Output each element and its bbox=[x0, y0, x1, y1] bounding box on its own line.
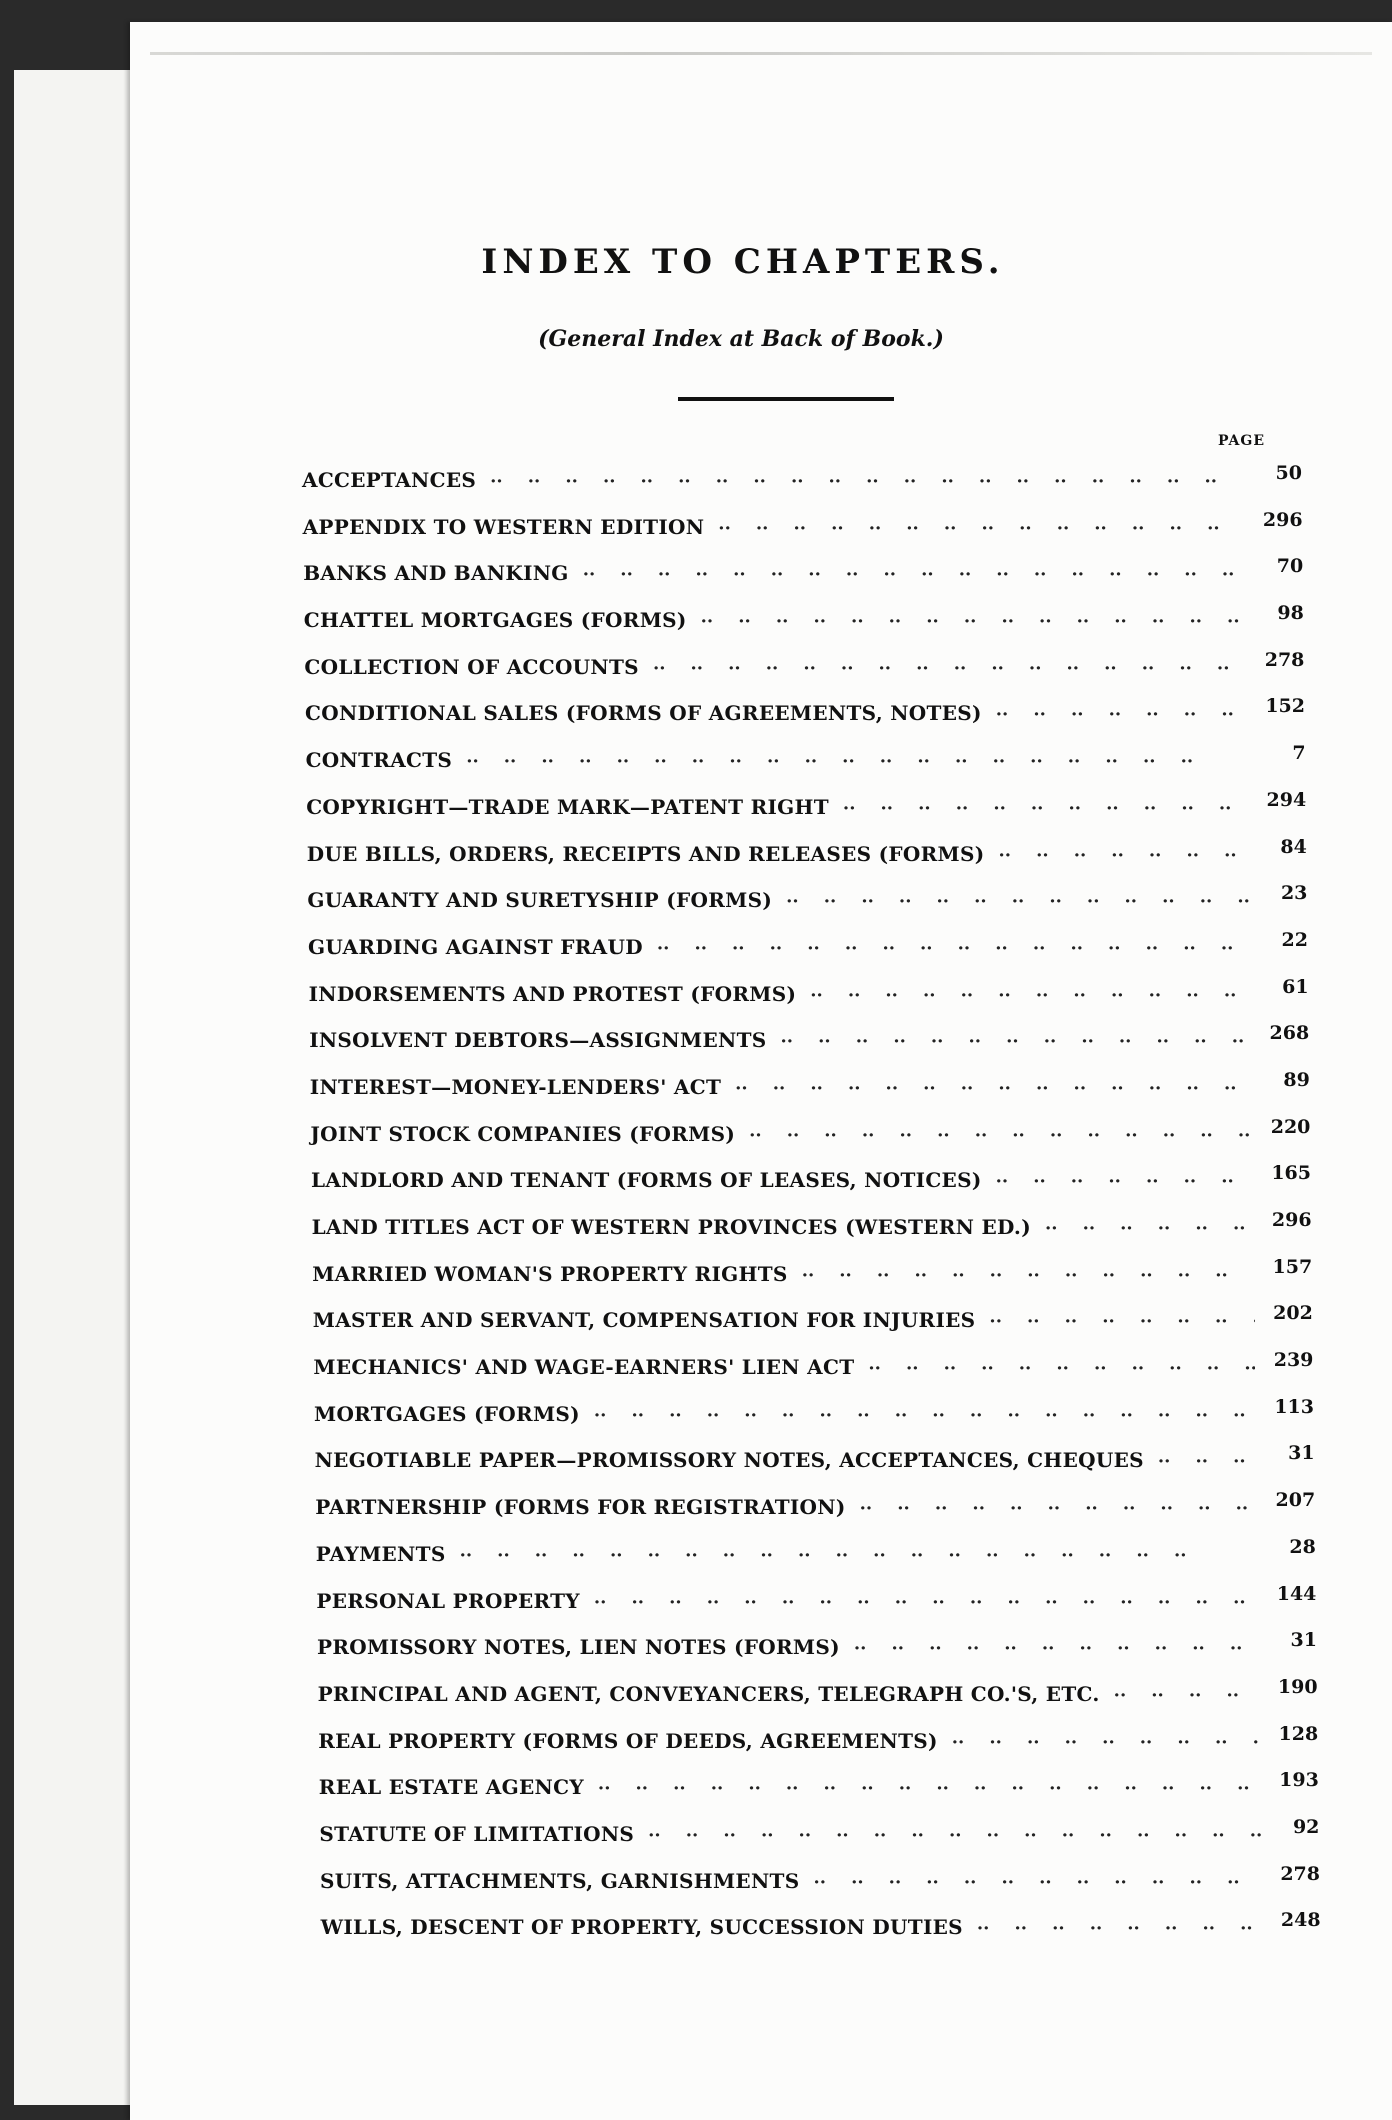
dot-leader bbox=[985, 845, 1249, 866]
entry-title: LANDLORD AND TENANT (FORMS OF LEASES, NOTICES) bbox=[311, 1168, 982, 1193]
index-entry bbox=[309, 968, 1309, 1015]
entry-page-number: 248 bbox=[1280, 1909, 1321, 1932]
dot-leader bbox=[840, 1638, 1259, 1659]
entry-page-number: 202 bbox=[1273, 1302, 1313, 1325]
entry-page-number: 22 bbox=[1281, 928, 1308, 951]
dot-leader bbox=[788, 1265, 1255, 1286]
entry-title: GUARDING AGAINST FRAUD bbox=[308, 934, 643, 959]
entry-page-number: 220 bbox=[1270, 1115, 1311, 1138]
dot-leader bbox=[580, 1592, 1259, 1613]
entry-title: COPYRIGHT—TRADE MARK—PATENT RIGHT bbox=[306, 794, 829, 819]
index-entry bbox=[302, 454, 1302, 501]
entry-title: JOINT STOCK COMPANIES (FORMS) bbox=[310, 1121, 736, 1146]
entry-page-number: 50 bbox=[1275, 462, 1302, 484]
dot-leader bbox=[1100, 1685, 1260, 1706]
index-entry bbox=[319, 1808, 1319, 1855]
entry-page-number: 28 bbox=[1289, 1535, 1316, 1558]
entry-title: ACCEPTANCES bbox=[302, 468, 477, 492]
entry-title: INTEREST—MONEY-LENDERS' ACT bbox=[309, 1074, 722, 1099]
index-entry bbox=[309, 1014, 1309, 1061]
entry-title: STATUTE OF LIMITATIONS bbox=[319, 1821, 635, 1846]
index-entry bbox=[319, 1761, 1319, 1808]
entry-page-number: 98 bbox=[1277, 602, 1304, 625]
dot-leader bbox=[982, 704, 1247, 725]
entry-page-number: 268 bbox=[1269, 1022, 1310, 1045]
dot-leader bbox=[799, 1872, 1262, 1893]
entry-page-number: 31 bbox=[1290, 1629, 1317, 1652]
index-entry bbox=[313, 1341, 1313, 1388]
index-entry bbox=[308, 921, 1308, 968]
dot-leader bbox=[829, 798, 1248, 819]
index-entry bbox=[320, 1855, 1320, 1902]
entry-page-number: 70 bbox=[1276, 555, 1304, 578]
index-entry bbox=[314, 1388, 1314, 1435]
index-entry bbox=[307, 874, 1307, 921]
dot-leader bbox=[772, 891, 1249, 912]
dot-leader bbox=[643, 938, 1250, 959]
dot-leader bbox=[938, 1732, 1260, 1753]
title-rule bbox=[678, 397, 894, 401]
index-entry bbox=[306, 781, 1306, 828]
dot-leader bbox=[569, 564, 1245, 585]
index-entry bbox=[305, 687, 1305, 734]
index-entry bbox=[307, 828, 1307, 875]
index-entry bbox=[318, 1668, 1318, 1715]
index-entry bbox=[316, 1528, 1316, 1575]
index-entry bbox=[318, 1715, 1318, 1762]
entry-page-number: 144 bbox=[1276, 1582, 1317, 1605]
dot-leader bbox=[796, 985, 1250, 1006]
entry-page-number: 61 bbox=[1282, 975, 1309, 998]
entry-page-number: 128 bbox=[1278, 1722, 1319, 1745]
entry-page-number: 239 bbox=[1273, 1349, 1314, 1372]
entry-title: PERSONAL PROPERTY bbox=[316, 1588, 580, 1613]
page-title: INDEX TO CHAPTERS. bbox=[481, 242, 1005, 282]
index-entry bbox=[312, 1248, 1312, 1295]
index-entry bbox=[312, 1201, 1312, 1248]
entry-title: CONDITIONAL SALES (FORMS OF AGREEMENTS, NOTES) bbox=[305, 701, 982, 726]
dot-leader bbox=[639, 658, 1246, 679]
entry-page-number: 193 bbox=[1279, 1769, 1319, 1792]
entry-page-number: 89 bbox=[1283, 1068, 1310, 1091]
entry-page-number: 207 bbox=[1275, 1489, 1316, 1512]
index-entry bbox=[303, 547, 1303, 594]
index-entry bbox=[310, 1061, 1310, 1108]
index-entry bbox=[304, 594, 1304, 641]
index-entry bbox=[313, 1294, 1313, 1341]
index-entry bbox=[310, 1108, 1310, 1155]
entry-title: MORTGAGES (FORMS) bbox=[314, 1401, 580, 1426]
dot-leader bbox=[476, 471, 1244, 492]
entry-title: COLLECTION OF ACCOUNTS bbox=[304, 654, 639, 679]
entry-title: REAL PROPERTY (FORMS OF DEEDS, AGREEMENTS) bbox=[318, 1728, 938, 1753]
entry-title: PRINCIPAL AND AGENT, CONVEYANCERS, TELEGRAPH CO.'S, ETC. bbox=[317, 1681, 1100, 1706]
entry-title: GUARANTY AND SURETYSHIP (FORMS) bbox=[307, 888, 773, 913]
document-page bbox=[130, 22, 1392, 2120]
entry-page-number: 190 bbox=[1277, 1675, 1318, 1698]
entry-page-number: 31 bbox=[1288, 1442, 1315, 1465]
entry-title: CONTRACTS bbox=[305, 748, 453, 773]
dot-leader bbox=[687, 611, 1246, 632]
entry-page-number: 296 bbox=[1262, 508, 1303, 531]
dot-leader bbox=[1144, 1451, 1257, 1472]
entry-title: INSOLVENT DEBTORS—ASSIGNMENTS bbox=[309, 1028, 767, 1053]
entry-title: MASTER AND SERVANT, COMPENSATION FOR INJURIES bbox=[312, 1308, 976, 1333]
entry-title: WILLS, DESCENT OF PROPERTY, SUCCESSION DUTIES bbox=[320, 1915, 963, 1940]
entry-page-number: 152 bbox=[1265, 695, 1305, 718]
entry-page-number: 7 bbox=[1292, 742, 1306, 765]
dot-leader bbox=[982, 1171, 1253, 1192]
dot-leader bbox=[854, 1358, 1255, 1379]
dot-leader bbox=[975, 1311, 1254, 1332]
entry-title: MARRIED WOMAN'S PROPERTY RIGHTS bbox=[312, 1261, 788, 1286]
index-entry bbox=[316, 1575, 1316, 1622]
index-entry bbox=[315, 1481, 1315, 1528]
dot-leader bbox=[1031, 1218, 1254, 1239]
entry-title: DUE BILLS, ORDERS, RECEIPTS AND RELEASES (FORMS) bbox=[306, 841, 985, 866]
dot-leader bbox=[704, 518, 1244, 539]
dot-leader bbox=[735, 1125, 1252, 1146]
dot-leader bbox=[721, 1078, 1252, 1099]
dot-leader bbox=[963, 1918, 1263, 1939]
page-edge bbox=[150, 52, 1372, 55]
index-entry bbox=[303, 501, 1303, 548]
entry-title: APPENDIX TO WESTERN EDITION bbox=[302, 514, 705, 539]
entry-title: SUITS, ATTACHMENTS, GARNISHMENTS bbox=[320, 1868, 800, 1893]
entry-title: PARTNERSHIP (FORMS FOR REGISTRATION) bbox=[315, 1495, 846, 1520]
chapter-index-list bbox=[302, 454, 1321, 1948]
index-entry bbox=[304, 641, 1304, 688]
entry-page-number: 23 bbox=[1280, 882, 1308, 905]
dot-leader bbox=[580, 1405, 1256, 1426]
entry-page-number: 278 bbox=[1280, 1862, 1320, 1885]
index-entry bbox=[311, 1154, 1311, 1201]
entry-title: PROMISSORY NOTES, LIEN NOTES (FORMS) bbox=[317, 1635, 840, 1660]
entry-title: CHATTEL MORTGAGES (FORMS) bbox=[303, 608, 687, 633]
entry-title: REAL ESTATE AGENCY bbox=[318, 1775, 584, 1800]
entry-page-number: 92 bbox=[1292, 1815, 1320, 1838]
entry-page-number: 296 bbox=[1271, 1209, 1312, 1231]
page-subtitle: (General Index at Back of Book.) bbox=[538, 326, 944, 352]
entry-title: NEGOTIABLE PAPER—PROMISSORY NOTES, ACCEPTANCES, CHEQUES bbox=[314, 1448, 1144, 1473]
entry-page-number: 278 bbox=[1264, 648, 1305, 671]
entry-title: LAND TITLES ACT OF WESTERN PROVINCES (WESTERN ED.) bbox=[311, 1215, 1031, 1239]
index-entry bbox=[317, 1621, 1317, 1668]
dot-leader bbox=[446, 1545, 1258, 1566]
entry-page-number: 113 bbox=[1274, 1395, 1314, 1418]
dot-leader bbox=[634, 1825, 1261, 1846]
dot-leader bbox=[452, 751, 1247, 772]
entry-title: MECHANICS' AND WAGE-EARNERS' LIEN ACT bbox=[313, 1355, 855, 1380]
entry-title: PAYMENTS bbox=[315, 1541, 446, 1566]
entry-page-number: 294 bbox=[1266, 788, 1307, 811]
entry-page-number: 165 bbox=[1271, 1162, 1311, 1185]
index-entry bbox=[315, 1434, 1315, 1481]
page-column-header: PAGE bbox=[1218, 433, 1265, 449]
entry-page-number: 157 bbox=[1272, 1255, 1313, 1278]
index-entry bbox=[321, 1901, 1321, 1948]
entry-page-number: 84 bbox=[1280, 835, 1307, 858]
dot-leader bbox=[767, 1031, 1252, 1052]
dot-leader bbox=[584, 1778, 1261, 1799]
dot-leader bbox=[846, 1498, 1258, 1519]
entry-title: INDORSEMENTS AND PROTEST (FORMS) bbox=[308, 981, 797, 1006]
index-entry bbox=[306, 734, 1306, 781]
entry-title: BANKS AND BANKING bbox=[303, 561, 569, 586]
